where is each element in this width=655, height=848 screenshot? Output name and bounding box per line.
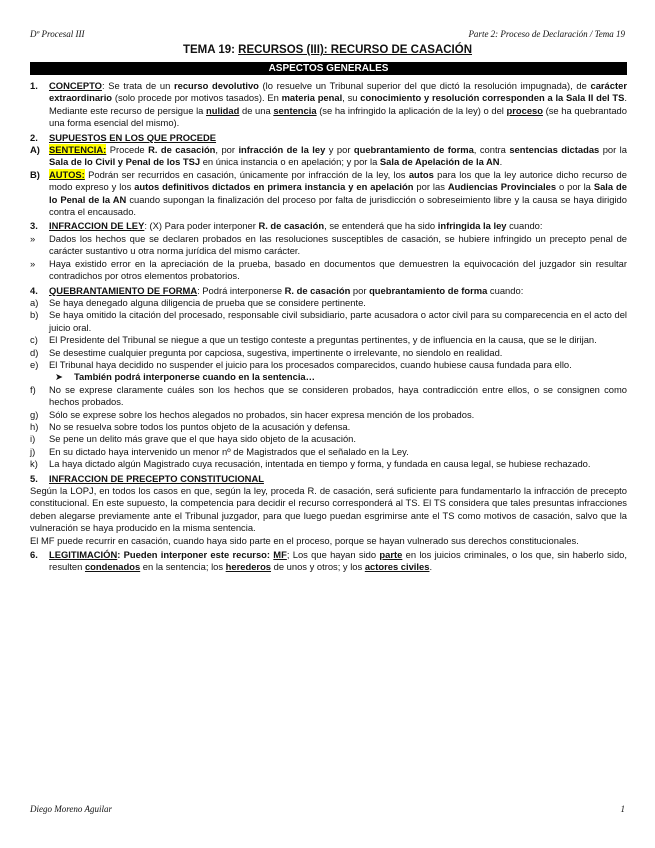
section-infraccion-ley bbox=[30, 220, 627, 232]
list-marker: » bbox=[30, 232, 36, 244]
text-run: cuando: bbox=[506, 220, 543, 232]
section-band: ASPECTOS GENERALES bbox=[30, 62, 627, 75]
title-underlined: RECURSOS (III): RECURSO DE CASACIÓN bbox=[238, 44, 473, 56]
text-run: R. de casación bbox=[258, 220, 325, 232]
text-run: cuando: bbox=[487, 284, 524, 296]
subsection-autos bbox=[30, 169, 627, 219]
section-number: 2. bbox=[30, 131, 38, 143]
list-item-text: No se resuelva sobre todos los puntos objeto de la acusación y defensa. bbox=[49, 420, 351, 432]
text-run: R. de casación bbox=[148, 144, 216, 156]
text-run: actores civiles bbox=[364, 561, 430, 573]
list-item bbox=[30, 347, 627, 359]
list-item-text: Se pene un delito más grave que el que haya sido objeto de la acusación. bbox=[49, 433, 356, 445]
list-marker: e) bbox=[30, 358, 39, 370]
text-run: en la sentencia; los bbox=[140, 561, 226, 573]
list-item-text: Se haya denegado alguna diligencia de prueba que se considere pertinente. bbox=[49, 296, 366, 308]
text-run: , su bbox=[342, 92, 361, 104]
text-run: proceso bbox=[506, 104, 543, 116]
text-run: (se ha infringido la aplicación de la ley) o del bbox=[316, 104, 507, 116]
text-run: . bbox=[429, 561, 433, 573]
paragraph: El MF puede recurrir en casación, cuando haya sido parte en el proceso, porque se hayan vulnerado sus derechos constitucionales. bbox=[30, 534, 579, 546]
section-number: 6. bbox=[30, 549, 38, 561]
section-legitimacion bbox=[30, 549, 627, 574]
section-precepto-constitucional bbox=[30, 473, 627, 485]
list-item-text: El Presidente del Tribunal se niegue a que un testigo conteste a preguntas pertinentes, y de influencia en la causa, que se le dirijan. bbox=[49, 334, 597, 346]
text-run: autos bbox=[408, 168, 434, 180]
section-text bbox=[49, 80, 627, 130]
list-item-text: Sólo se exprese sobre los hechos alegados no probados, sin hacer expresa mención de los probados. bbox=[49, 408, 475, 420]
text-run: materia penal bbox=[281, 92, 343, 104]
text-run: herederos bbox=[225, 561, 272, 573]
text-run: , contra bbox=[473, 144, 510, 156]
list-item bbox=[30, 359, 627, 371]
text-run: o por la bbox=[556, 181, 594, 193]
text-run: conocimiento y resolución corresponden a la Sala II del TS bbox=[360, 92, 625, 104]
text-run: infracción de la ley bbox=[238, 144, 326, 156]
subsection-text bbox=[49, 144, 627, 169]
list-item bbox=[30, 334, 627, 346]
text-run: infringida la ley bbox=[437, 220, 507, 232]
text-run: por las bbox=[413, 181, 448, 193]
section-supuestos bbox=[30, 132, 627, 144]
text-run: : Pueden interponer este recurso: bbox=[117, 549, 274, 561]
text-run: sentencia bbox=[273, 104, 317, 116]
list-item-text: El Tribunal haya decidido no suspender el juicio para los procesados comparecidos, cuando hubiese causa fundada para ello. bbox=[49, 358, 572, 370]
paragraph: Según la LOPJ, en todos los casos en que, según la ley, proceda R. de casación, será suficiente para fundamentarlo la infracción de precepto constitucional. En este supuesto, la competencia para decidir el recurso corresponderá al TS. El TS considera que tales presuntas infracciones deben alegarse previamente ante el Tribunal juzgador, para que luego puedan esgrimirse ante el TS como motivos de casación, salvo que la vulneración se haya producido en la misma sentencia. bbox=[30, 485, 627, 534]
quebrantamiento-also bbox=[30, 371, 627, 383]
list-marker: j) bbox=[30, 445, 36, 457]
list-item bbox=[30, 421, 627, 433]
text-run: quebrantamiento de forma bbox=[353, 144, 474, 156]
quebrantamiento-sentencia-list bbox=[30, 384, 627, 471]
list-item bbox=[30, 433, 627, 445]
list-marker: d) bbox=[30, 346, 39, 358]
list-item bbox=[30, 446, 627, 458]
header-section: Parte 2: Proceso de Declaración / Tema 19 bbox=[468, 29, 625, 39]
section-heading: LEGITIMACIÓN bbox=[49, 549, 118, 561]
list-item bbox=[30, 384, 627, 409]
list-item bbox=[30, 233, 627, 258]
text-run: MF bbox=[273, 549, 287, 561]
subsection-heading: AUTOS: bbox=[49, 168, 85, 180]
text-run: en los juicios criminales, o los que, sin haberlo sido, resulten bbox=[49, 549, 627, 573]
arrow-icon: ➤ bbox=[55, 371, 63, 383]
text-run: por bbox=[350, 284, 370, 296]
section-text bbox=[49, 220, 627, 232]
text-run: . Mediante este recurso de persigue la bbox=[49, 92, 627, 116]
list-marker: f) bbox=[30, 383, 36, 395]
section-text bbox=[49, 132, 627, 144]
list-marker: b) bbox=[30, 309, 39, 321]
text-run: (solo procede por motivos tasados). En bbox=[112, 92, 282, 104]
section-concepto bbox=[30, 80, 627, 130]
text-run: R. de casación bbox=[284, 284, 351, 296]
text-run: Sala de lo Penal de la AN bbox=[49, 181, 627, 205]
list-item-text: Se haya omitido la citación del procesado, responsable civil subsidiario, parte acusadora o actor civil para su comparecencia en el acto del juicio oral. bbox=[49, 309, 627, 333]
text-run: de una bbox=[239, 104, 274, 116]
list-marker: g) bbox=[30, 408, 39, 420]
section-number: 4. bbox=[30, 284, 38, 296]
text-run: condenados bbox=[84, 561, 141, 573]
text-run: (lo resuelve un Tribunal superior del que dictó la resolución impugnada), de bbox=[258, 80, 591, 91]
document-body bbox=[30, 78, 627, 574]
list-marker: i) bbox=[30, 433, 36, 445]
text-run: , se entenderá que ha sido bbox=[324, 220, 438, 232]
list-marker: k) bbox=[30, 458, 38, 470]
header-course: Dº Procesal III bbox=[30, 29, 85, 39]
quebrantamiento-list bbox=[30, 297, 627, 371]
section-quebrantamiento bbox=[30, 285, 627, 297]
text-run: Procede bbox=[106, 144, 149, 156]
list-item bbox=[30, 309, 627, 334]
text-run: recurso devolutivo bbox=[173, 80, 259, 91]
page-number: 1 bbox=[620, 804, 625, 814]
list-item bbox=[30, 458, 627, 470]
list-item bbox=[30, 258, 627, 283]
text-run: nulidad bbox=[206, 104, 240, 116]
infraccion-ley-list bbox=[30, 233, 627, 283]
section-number: 5. bbox=[30, 472, 38, 484]
list-item-text: La haya dictado algún Magistrado cuya recusación, intentada en tiempo y forma, y fundada en causa legal, se hubiese rechazado. bbox=[49, 458, 591, 470]
text-run: autos definitivos dictados en primera instancia y en apelación bbox=[134, 181, 414, 193]
text-run: Sala de lo Civil y Penal de los TSJ bbox=[49, 156, 201, 168]
section-heading: INFRACCION DE LEY bbox=[49, 220, 145, 232]
text-run: Audiencias Provinciales bbox=[447, 181, 557, 193]
text-run: Sala de Apelación de la AN bbox=[379, 156, 500, 168]
text-run: y por bbox=[325, 144, 354, 156]
list-marker: a) bbox=[30, 296, 39, 308]
footer-author: Diego Moreno Aguilar bbox=[30, 804, 112, 814]
section-text bbox=[49, 473, 627, 485]
subsection-heading: SENTENCIA: bbox=[49, 144, 107, 156]
text-run: en única instancia o en apelación; y por la bbox=[200, 156, 380, 168]
section-heading: QUEBRANTAMIENTO DE FORMA bbox=[49, 284, 198, 296]
text-run: cuando supongan la finalización del proceso por falta de jurisdicción o sobreseimiento libre y la causa se haya dirigido contra el encausado. bbox=[49, 193, 627, 218]
list-item bbox=[30, 409, 627, 421]
list-item bbox=[30, 297, 627, 309]
list-item-text: Se desestime cualquier pregunta por capciosa, sugestiva, impertinente o irrelevante, no siendolo en realidad. bbox=[49, 346, 503, 358]
subsection-marker: A) bbox=[30, 144, 40, 156]
section-number: 1. bbox=[30, 80, 38, 91]
text-run: para los que la ley autorice dicho recurso de modo expreso y los bbox=[49, 168, 627, 193]
list-marker: » bbox=[30, 257, 36, 269]
text-run: (se ha quebrantado una forma esencial del mismo). bbox=[49, 104, 627, 129]
section-number: 3. bbox=[30, 220, 38, 232]
subsection-text bbox=[49, 169, 627, 219]
list-item-text: En su dictado haya intervenido un menor nº de Magistrados que el señalado en la Ley. bbox=[49, 445, 409, 457]
text-run: ; Los que hayan sido bbox=[286, 549, 380, 561]
list-item-text: Haya existido error en la apreciación de la prueba, basado en documentos que demuestren la equivocación del juzgador sin resultar contradichos por otros elementos probatorios. bbox=[49, 257, 627, 282]
list-marker: c) bbox=[30, 334, 38, 346]
text-run: : (X) Para poder interponer bbox=[144, 220, 259, 232]
text-run: : Se trata de un bbox=[101, 80, 174, 91]
list-marker: h) bbox=[30, 420, 39, 432]
page-title bbox=[0, 44, 655, 56]
section-heading: SUPUESTOS EN LOS QUE PROCEDE bbox=[49, 131, 217, 143]
section-text bbox=[49, 549, 627, 574]
text-run: Podrán ser recurridos en casación, únicamente por infracción de la ley, los bbox=[84, 168, 409, 180]
list-item-text: No se exprese claramente cuáles son los hechos que se consideren probados, haya contradicción entre ellos, o se consignen como hechos probados. bbox=[49, 383, 627, 408]
text-run: sentencias dictadas bbox=[509, 144, 600, 156]
text-run: por la bbox=[599, 144, 627, 156]
title-prefix: TEMA 19: bbox=[182, 44, 239, 56]
section-text bbox=[49, 285, 627, 297]
subsection-sentencia bbox=[30, 144, 627, 169]
text-run: de unos y otros; y los bbox=[271, 561, 365, 573]
text-run: , por bbox=[215, 144, 239, 156]
also-text: También podrá interponerse cuando en la sentencia… bbox=[74, 371, 316, 383]
text-run: : Podrá interponerse bbox=[197, 284, 285, 296]
section-heading: CONCEPTO bbox=[49, 80, 102, 91]
text-run: carácter extraordinario bbox=[49, 80, 627, 104]
text-run: quebrantamiento de forma bbox=[369, 284, 488, 296]
text-run: parte bbox=[379, 549, 403, 561]
text-run: . bbox=[499, 156, 503, 168]
subsection-marker: B) bbox=[30, 168, 40, 180]
section-heading: INFRACCION DE PRECEPTO CONSTITUCIONAL bbox=[49, 472, 264, 484]
list-item-text: Dados los hechos que se declaren probados en las resoluciones susceptibles de casación, se hubiere infringido un precepto penal de carácter sustantivo u otra norma jurídica del mismo carácter. bbox=[49, 232, 627, 257]
